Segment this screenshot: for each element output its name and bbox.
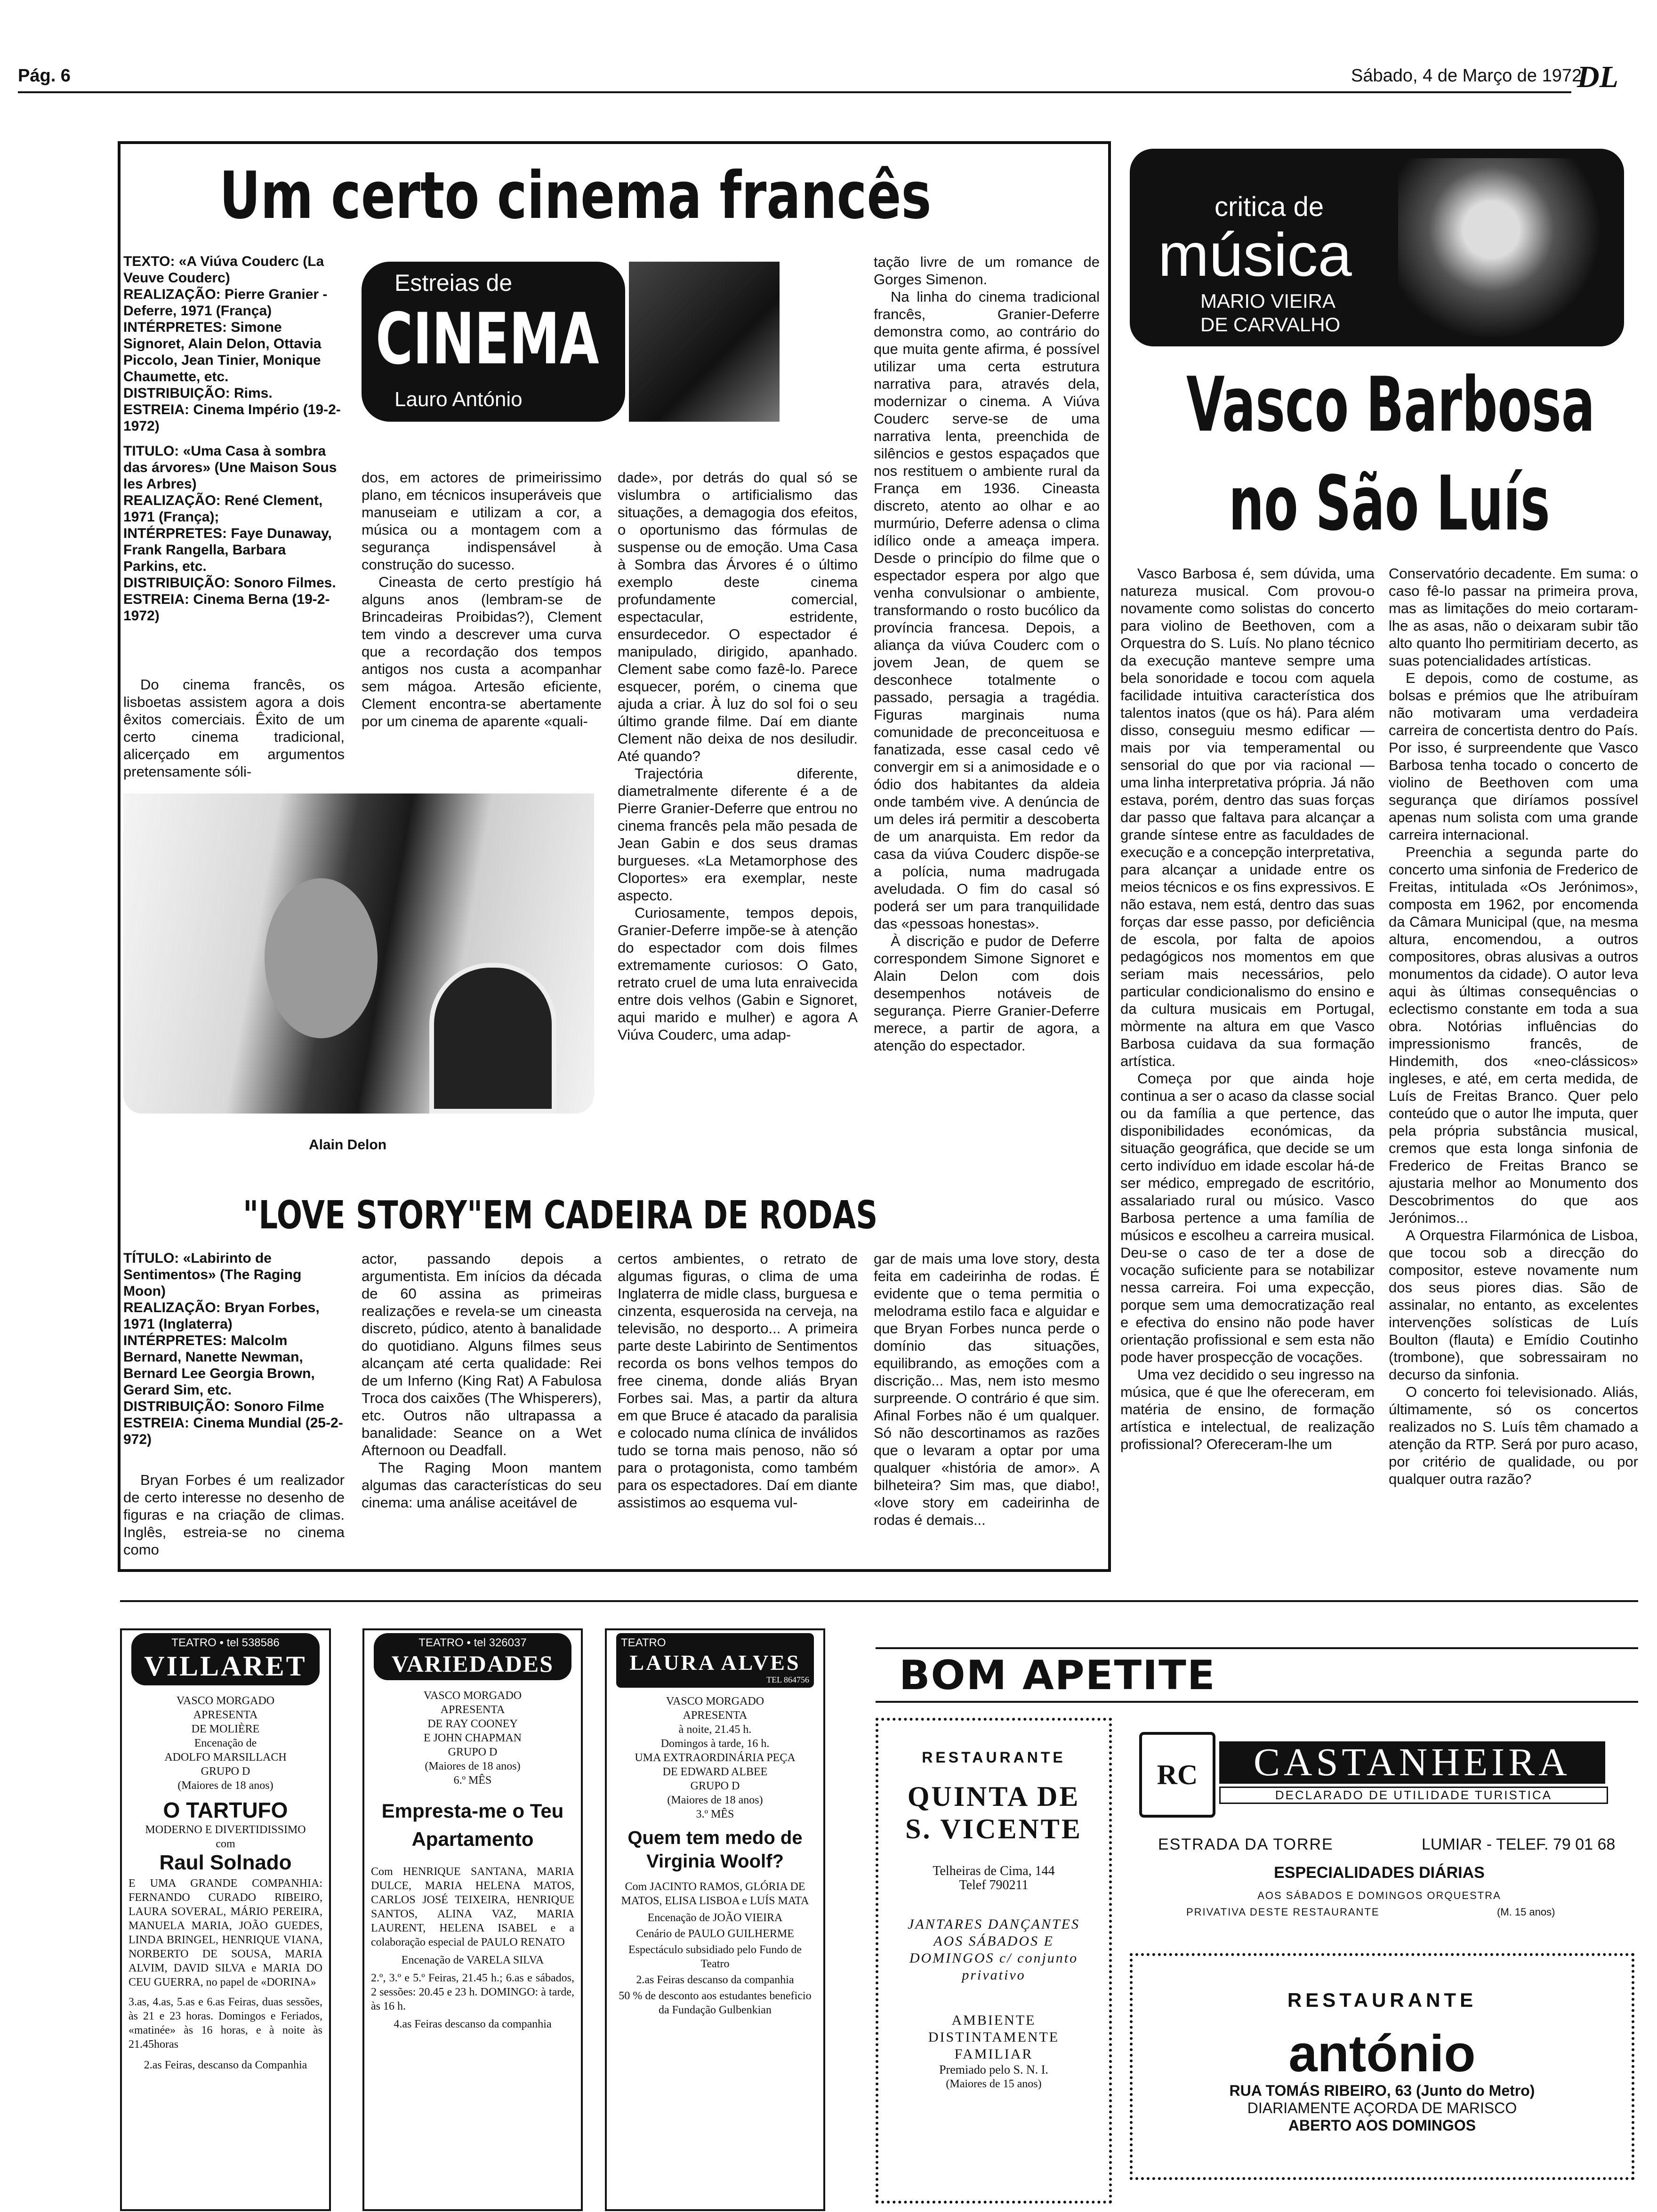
ad-teatro-laura-alves — [605, 1628, 825, 2211]
ad-line: ADOLFO MARSILLACH — [164, 1751, 287, 1763]
paragraph: Começa por que ainda hoje continua a ser o acaso da classe social ou da família a que pertence, das disponibilidades económicas, da situação geográfica, que decide se um certo indivíduo em idade escolar há-de ser médico, empregado de escritório, assalariado rural ou músico. Vasco Barbosa pertence a uma família de músicos e escolheu a carreira musical. Deu-se o caso de ter a dose de vocação suficiente para se notabilizar nessa carreira. Foi uma expecção, porque sem uma democratização real e efectiva do ensino não pode haver orientação profissional e sem esta não pode haver prospecção de vocações. — [1120, 1070, 1375, 1365]
photo-face-shape — [265, 878, 378, 1038]
credit-line: TEXTO: «A Viúva Couderc (La Veuve Couderc) — [123, 254, 324, 286]
ad-cast: Com JACINTO RAMOS, GLÓRIA DE MATOS, ELISA LISBOA e LUÍS MATA — [621, 1881, 809, 1907]
newspaper-logo: DL — [1577, 60, 1618, 94]
header-rule — [18, 91, 1571, 93]
ad-restaurant-name: S. VICENTE — [905, 1813, 1082, 1844]
alain-delon-photo — [123, 793, 594, 1114]
credit-line: REALIZAÇÃO: René Clement, 1971 (França); — [123, 493, 323, 525]
issue-date: Sábado, 4 de Março de 1972 — [1351, 66, 1582, 86]
credit-line: ESTREIA: Cinema Império (19-2-1972) — [123, 402, 341, 434]
cinema-credits-1 — [123, 253, 345, 624]
ad-line: com — [216, 1838, 235, 1850]
ad-prize: Premiado pelo S. N. I. — [939, 2063, 1048, 2076]
ad-line: E JOHN CHAPMAN — [423, 1732, 522, 1744]
ad-theatre-name: VARIEDADES — [391, 1651, 554, 1677]
ad-restaurant-name: CASTANHEIRA — [1254, 1740, 1571, 1784]
credit-line: INTÉRPRETES: Faye Dunaway, Frank Rangella, Barbara Parkins, etc. — [123, 526, 332, 574]
badge-author: MARIO VIEIRA — [1200, 290, 1336, 312]
music-badge — [1130, 149, 1624, 346]
ad-line: ABERTO AOS DOMINGOS — [1288, 2117, 1476, 2134]
emblem-letters: RC — [1157, 1759, 1198, 1790]
love-story-col3 — [618, 1250, 858, 1511]
badge-title: CINEMA — [376, 298, 599, 380]
ad-quinta-s-vicente — [876, 1718, 1112, 2204]
ad-times: 2.º, 3.º e 5.º Feiras, 21.45 h.; 6.as e sábados, 2 sessões: 20.45 e 23 h. DOMINGO: à tarde, às 16 h. — [371, 1972, 574, 2012]
ad-closed: 2.as Feiras, descanso da Companhia — [144, 2059, 307, 2071]
love-story-col4 — [874, 1250, 1100, 1529]
ad-banner — [616, 1633, 814, 1688]
paragraph: tação livre de um romance de Gorges Simenon. — [874, 254, 1100, 288]
ad-cast: Com HENRIQUE SANTANA, MARIA DULCE, MARIA HELENA MATOS, CARLOS JOSÉ TEIXEIRA, HENRIQUE SANTOS, ALINA VAZ, MARIA LAURENT, HELENA ISABEL e a colaboração especial de PAULO RENATO — [371, 1866, 574, 1948]
music-col1 — [1120, 565, 1375, 1453]
credit-line: DISTRIBUIÇÃO: Sonoro Filme — [123, 1399, 324, 1414]
ad-ambient: AMBIENTE DISTINTAMENTE FAMILIAR — [928, 2012, 1060, 2062]
ad-antonio — [1130, 1953, 1634, 2180]
ad-set: Cenário de PAULO GUILHERME — [636, 1928, 794, 1940]
credit-line: REALIZAÇÃO: Pierre Granier - Deferre, 1971 (França) — [123, 287, 328, 319]
cinema-col1 — [123, 676, 345, 780]
cinema-col3 — [618, 469, 858, 1043]
paragraph: The Raging Moon mantem algumas das características do seu cinema: uma análise aceitável de — [362, 1459, 602, 1511]
ad-closed: 4.as Feiras descanso da companhia — [394, 2018, 552, 2030]
ad-play-title: Quem tem medo de Virginia Woolf? — [627, 1827, 803, 1872]
badge-label: Estreias de — [394, 270, 513, 296]
credit-line: DISTRIBUIÇÃO: Rims. — [123, 385, 273, 401]
badge-author: DE CARVALHO — [1200, 313, 1341, 336]
ad-subsidy: Espectáculo subsidiado pelo Fundo de Teatro — [628, 1944, 802, 1970]
paragraph: Conservatório decadente. Em suma: o caso fê-lo passar na primeira prova, mas as limitações do meio cortaram-lhe as asas, não o deixaram subir tão alto quanto lho permitiriam decerto, as suas potencialidades artísticas. — [1389, 565, 1638, 669]
music-col2 — [1389, 565, 1638, 1488]
ad-line: VASCO MORGADO — [176, 1695, 275, 1707]
ad-line: GRUPO D — [690, 1780, 740, 1792]
ad-banner — [374, 1633, 571, 1680]
ad-banner — [131, 1633, 320, 1685]
critic-portrait — [629, 262, 780, 422]
paragraph: A Orquestra Filarmónica de Lisboa, que tocou sob a direcção do compositor, esteve novamente num dos seus piores dias. São de assinalar, no entanto, as excelentes intervenções solísticas de Luís Boulton (flauta) e Emídio Coutinho (trombone), que sobressairam no decurso da sinfonia. — [1389, 1227, 1638, 1383]
ad-line: (Maiores de 18 anos) — [425, 1760, 521, 1772]
badge-author: Lauro António — [394, 388, 523, 411]
page-number: Pág. 6 — [18, 66, 71, 86]
paragraph: Vasco Barbosa é, sem dúvida, uma natureza musical. Com provou-o novamente como solistas do concerto para violino de Beethoven, com a Orquestra do S. Luís. No plano técnico da execução manteve sempre uma bela sonoridade e tocou com aquela facilidade intuitiva característica dos talentos inatos (que os há). Para além disso, conseguiu mesmo edificar — mais por via temperamental ou sensorial do que por via racional — uma linha interpretativa própria. Já não estava, porém, dentro das suas forças dar passo que faltava para alcançar a grande síntese entre as faculdades de execução e a concepção interpretativa, para alcançar a unidade entre os meios técnicos e os fins expressivos. E não estava, nem está, dentro das suas forças dar esse passo, por deficiência de escola, por falta de apoios pedagógicos nos momentos em que seriam mais necessários, pelo particular condicionalismo do ensino e da cultura musicais em Portugal, mòrmente na altura em que Vasco Barbosa cuidava da sua formação artística. — [1120, 565, 1375, 1069]
ad-phone: LUMIAR - TELEF. 79 01 68 — [1422, 1835, 1616, 1853]
credit-line: INTÉRPRETES: Malcolm Bernard, Nanette Newman, Bernard Lee Georgia Brown, Gerard Sim, etc. — [123, 1333, 315, 1398]
ad-age: (M. 15 anos) — [1497, 1906, 1555, 1918]
ad-specials: ESPECIALIDADES DIÁRIAS — [1274, 1864, 1485, 1882]
ad-tag: DECLARADO DE UTILIDADE TURISTICA — [1219, 1787, 1608, 1804]
ad-phone: TEATRO • tel 538586 — [171, 1636, 280, 1649]
paragraph: O concerto foi televisionado. Aliás, últimamente, só os concertos realizados no S. Luís têm chamado a atenção da RTP. Será por puro acaso, por critério de qualidade, ou por qualquer outra razão? — [1389, 1384, 1638, 1487]
photo-caption: Alain Delon — [309, 1137, 387, 1153]
ad-phone: Telef 790211 — [959, 1878, 1029, 1892]
ad-play-title: Empresta-me o Teu Apartamento — [381, 1800, 564, 1850]
love-story-headline: "LOVE STORY"EM CADEIRA DE RODAS — [243, 1193, 878, 1238]
ad-line: 3.º MÊS — [696, 1808, 734, 1820]
ad-director: Encenação de VARELA SILVA — [401, 1954, 544, 1966]
ad-castanheira — [1130, 1723, 1629, 1930]
ad-line: à noite, 21.45 h. — [678, 1723, 752, 1736]
music-headline-1: Vasco Barbosa — [1186, 361, 1595, 449]
cinema-col2 — [362, 469, 602, 730]
cinema-section — [118, 141, 1111, 1572]
love-story-col2 — [362, 1250, 602, 1511]
cinema-headline: Um certo cinema francês — [219, 158, 932, 233]
ad-line: APRESENTA — [683, 1709, 748, 1722]
credit-line: ESTREIA: Cinema Mundial (25-2- 972) — [123, 1415, 343, 1447]
ad-line: Domingos à tarde, 16 h. — [660, 1738, 770, 1750]
paragraph: Do cinema francês, os lisboetas assistem agora a dois êxitos comerciais. Êxito de um certo cinema tradicional, alicerçado em argumentos pretensamente sóli- — [123, 676, 345, 780]
castanheira-emblem — [1139, 1732, 1215, 1818]
ad-line: VASCO MORGADO — [423, 1690, 522, 1702]
paragraph: À discrição e pudor de Deferre correspondem Simone Signoret e Alain Delon com dois desempenhos notáveis de segurança. Pierre Granier-Deferre merece, a partir de agora, a atenção do espectador. — [874, 933, 1100, 1054]
ad-restaurant-name: antónio — [1288, 2025, 1476, 2083]
paragraph: gar de mais uma love story, desta feita em cadeirinha de rodas. É evidente que o tema permitia o melodrama estilo faca e alguidar e que Bryan Forbes nunca perde o domínio das situações, equilibrando, as emoções com a discrição... Mas, nem isto mesmo surpreende. O contrário é que sim. Afinal Forbes não é um qualquer. Só não descortinamos as razões que o levaram a optar por uma qualquer «história de amor». A bilheteira? Sim mas, que diabo!, «love story em cadeirinha de rodas é demais... — [874, 1250, 1100, 1528]
ad-line: DIARIAMENTE AÇORDA DE MARISCO — [1247, 2100, 1517, 2116]
paragraph: Uma vez decidido o seu ingresso na música, que é que lhe ofereceram, em matéria de ensino, de formação artística e intelectual, de realização profissional? Ofereceram-lhe um — [1120, 1366, 1375, 1452]
paragraph: E depois, como de costume, as bolsas e prémios que lhe atribuíram não motivaram uma verdadeira carreira de concertista dentro do País. Por isso, é surpreendente que Vasco Barbosa tenha tocado o concerto de violino de Beethoven com uma segurança que diríamos possível apenas num solista com uma grande carreira internacional. — [1389, 670, 1638, 843]
music-headline-2: no São Luís — [1229, 459, 1550, 547]
ad-label: TEATRO — [621, 1636, 666, 1649]
ad-closed: 2.as Feiras descanso da companhia — [636, 1974, 794, 1986]
ad-address: RUA TOMÁS RIBEIRO, 63 (Junto do Metro) — [1229, 2082, 1535, 2099]
ad-line: DE EDWARD ALBEE — [662, 1766, 768, 1778]
ad-times: 3.as, 4.as, 5.as e 6.as Feiras, duas sessões, às 21 e 23 horas. Domingos e Feriados, «matinée» às 16 horas, e à noite às 21.45horas — [129, 1996, 322, 2051]
ad-line: DE MOLIÈRE — [191, 1723, 260, 1735]
paragraph: certos ambientes, o retrato de algumas figuras, o clima de uma Inglaterra de midle class, burguesa e cinzenta, esquerosida na cerveja, na televisão, no desporto... A primeira parte deste Labirinto de Sentimentos recorda os bons velhos tempos do free cinema, donde aliás Bryan Forbes sai. Mas, a partir da altura em que Bruce é atacado da paralisia e colocado numa clínica de inválidos tudo se torna mais penoso, não só para o protagonista, como também para os espectadores. Daí em diante assistimos ao esquema vul- — [618, 1250, 858, 1511]
ad-line: GRUPO D — [201, 1765, 250, 1778]
ad-music: AOS SÁBADOS E DOMINGOS ORQUESTRA — [1257, 1890, 1501, 1901]
ad-phone: TEL 864756 — [766, 1675, 809, 1684]
badge-label: critica de — [1215, 192, 1324, 222]
ad-restaurant-name: QUINTA DE — [907, 1781, 1080, 1812]
ad-line: APRESENTA — [193, 1709, 258, 1721]
ad-kind: RESTAURANTE — [1287, 1989, 1477, 2011]
bom-apetite-title: BOM APETITE — [899, 1652, 1216, 1699]
ad-line: MODERNO E DIVERTIDISSIMO — [145, 1824, 306, 1836]
ad-line: 6.º MÊS — [453, 1774, 492, 1787]
paragraph: Trajectória diferente, diametralmente diferente é a de Pierre Granier-Deferre que entrou no cinema francês pela mão pesada de Jean Gabin e dos seus dramas burgueses. «La Metamorphose des Cloportes» era exemplar, neste aspecto. — [618, 765, 858, 904]
ad-discount: 50 % de desconto aos estudantes beneficio da Fundação Gulbenkian — [619, 1990, 812, 2016]
cinema-badge — [362, 262, 625, 422]
paragraph: dos, em actores de primeirissimo plano, em técnicos insuperáveis que manuseiam e utilizam a cor, a música ou a montagem com a segurança indispensável à construção do sucesso. — [362, 469, 602, 573]
ad-dinners: JANTARES DANÇANTES AOS SÁBADOS E DOMINGOS c/ conjunto privativo — [908, 1916, 1080, 1983]
love-story-col1 — [123, 1471, 345, 1558]
ad-address: ESTRADA DA TORRE — [1158, 1835, 1334, 1853]
ads-rule — [120, 1600, 1638, 1602]
ad-phone: TEATRO • tel 326037 — [418, 1636, 527, 1649]
photo-window-shape — [429, 963, 556, 1114]
ad-kind: RESTAURANTE — [922, 1749, 1066, 1766]
paragraph: Curiosamente, tempos depois, Granier-Deferre impõe-se à atenção do espectador com dois filmes extremamente curiosos: O Gato, retrato cruel de uma luta enraivecida entre dois velhos (Gabin e Signoret, aqui marido e mulher) e agora A Viúva Couderc, uma adap- — [618, 905, 858, 1043]
credit-line: DISTRIBUIÇÃO: Sonoro Filmes. — [123, 575, 336, 591]
ad-age: (Maiores de 15 anos) — [946, 2078, 1042, 2090]
credit-line: INTÉRPRETES: Simone Signoret, Alain Delon, Ottavia Piccolo, Jean Tinier, Monique Chaumette, etc. — [123, 320, 322, 385]
credit-line: TITULO: «Uma Casa à sombra das árvores» (Une Maison Sous les Arbres) — [123, 443, 337, 492]
castanheira-logo-box — [1219, 1741, 1605, 1784]
paragraph: Bryan Forbes é um realizador de certo interesse no desenho de figuras e na criação de climas. Inglês, estreia-se no cinema como — [123, 1472, 345, 1558]
badge-title: música — [1158, 220, 1352, 289]
credit-line: TÍTULO: «Labirinto de Sentimentos» (The Raging Moon) — [123, 1250, 302, 1299]
ad-music: PRIVATIVA DESTE RESTAURANTE — [1186, 1906, 1380, 1918]
ad-teatro-variedades — [362, 1628, 583, 2211]
music-critic-portrait — [1398, 158, 1605, 337]
love-story-credits — [123, 1250, 345, 1448]
ad-address: Telheiras de Cima, 144 — [933, 1864, 1055, 1878]
paragraph: actor, passando depois a argumentista. Em inícios da década de 60 assina as primeiras realizações e revela-se um cineasta discreto, púdico, atento à banalidade do quotidiano. Alguns filmes seus alcançam até certa qualidade: Rei de um Inferno (King Rat) A Fabulosa Troca dos caixões (The Whisperers), etc. Outros não ultrapassa a banalidade: Seance on a Wet Afternoon ou Deadfall. — [362, 1250, 602, 1459]
ad-play-title: O TARTUFO — [163, 1798, 288, 1822]
credit-line: REALIZAÇÃO: Bryan Forbes, 1971 (Inglaterra) — [123, 1300, 320, 1332]
ad-cast: E UMA GRANDE COMPANHIA: FERNANDO CURADO RIBEIRO, LAURA SOVERAL, MÁRIO PEREIRA, MANUELA MARIA, JOÃO GUEDES, LINDA BRINGEL, HENRIQUE VIANA, NORBERTO DE SOUSA, MARIA ALVIM, DAVID SILVA e MARIA DO CEU GUERRA, no papel de «DORINA» — [129, 1877, 322, 1988]
ad-line: (Maiores de 18 anos) — [177, 1779, 273, 1792]
paragraph: Preenchia a segunda parte do concerto uma sinfonia de Frederico de Freitas, intitulada «Os Jerónimos», composta em 1962, por encomenda da Câmara Municipal (que, na mesma altura, encomendou, a outros compositores, obras alusivas a outros monumentos da cidade). O autor leva aqui às últimas consequências o eclectismo constante em toda a sua obra. Notórias influências do impressionismo francês, de Hindemith, dos «neo-clássicos» ingleses, e até, em certa medida, de Luís de Freitas Branco. Quer pelo conteúdo que o autor lhe imputa, quer pela própria substância musical, cremos que esta longa sinfonia de Frederico de Freitas Branco se ajustaria melhor ao Monumento dos Descobrimentos do que aos Jerónimos... — [1389, 844, 1638, 1226]
paragraph: Na linha do cinema tradicional francês, Granier-Deferre demonstra como, ao contrário do que muita gente afirma, é possível utilizar uma certa estrutura narrativa para, através dela, modernizar o cinema. A Viúva Couderc serve-se de uma narrativa lenta, preenchida de silêncios e gestos espaçados que nos restituem o ambiente rural da França em 1936. Cineasta discreto, atento ao olhar e ao murmúrio, Deferre adensa o clima idílico onde a ameaça impera. Desde o princípio do filme que o espectador espera por algo que venha convulsionar o ambiente, transformando o rosto bucólico da província francesa. Depois, a aliança da viúva Couderc com o jovem Jean, de quem se desconhece totalmente o passado, persagia a tragédia. Figuras marginais numa comunidade de preconceituosa e fanatizada, esse casal cedo vê convergir em si a animosidade e o ódio dos habitantes da aldeia onde também vive. A denúncia de um deles irá permitir a descoberta de um anarquista. Em redor da casa da viúva Couderc dispõe-se a polícia, numa madrugada aveludada. O fim do casal só poderá ser um para tranquilidade das «pessoas honestas». — [874, 289, 1100, 932]
ad-line: Encenação de — [194, 1737, 257, 1749]
ad-line: UMA EXTRAORDINÁRIA PEÇA — [635, 1752, 796, 1764]
bom-apetite-banner — [876, 1647, 1638, 1703]
ad-line: GRUPO D — [448, 1746, 498, 1758]
cinema-col4 — [874, 253, 1100, 1054]
ad-line: DE RAY COONEY — [427, 1718, 518, 1730]
ad-star: Raul Solnado — [159, 1851, 292, 1874]
paragraph: dade», por detrás do qual só se vislumbra o artificialismo das situações, a demagogia dos efeitos, o oportunismo das fórmulas de suspense ou de emoção. Uma Casa à Sombra das Árvores é o último exemplo deste cinema profundamente comercial, espectacular, estridente, ensurdecedor. O espectador é manipulado, dirigido, apanhado. Clement sabe como fazê-lo. Parece esquecer, porém, o cinema que ajuda a criar. À luz do sol foi o seu último grande filme. Daí em diante Clement não deixa de nos desiludir. Até quando? — [618, 469, 858, 764]
ad-line: VASCO MORGADO — [666, 1695, 764, 1707]
ad-line: APRESENTA — [440, 1704, 505, 1716]
ad-theatre-name: LAURA ALVES — [629, 1651, 801, 1675]
credit-line: ESTREIA: Cinema Berna (19-2-1972) — [123, 592, 330, 624]
ad-line: (Maiores de 18 anos) — [667, 1794, 763, 1806]
ad-teatro-villaret — [120, 1628, 331, 2211]
ad-director: Encenação de JOÃO VIEIRA — [647, 1912, 783, 1924]
ad-theatre-name: VILLARET — [144, 1651, 307, 1682]
paragraph: Cineasta de certo prestígio há alguns anos (lembram-se de Brincadeiras Proibidas?), Clement tem vindo a descrever uma curva que a recordação dos tempos antigos nos custa a acompanhar sem mágoa. Artesão eficiente, Clement encontra-se abertamente por um cinema de aparente «quali- — [362, 574, 602, 729]
